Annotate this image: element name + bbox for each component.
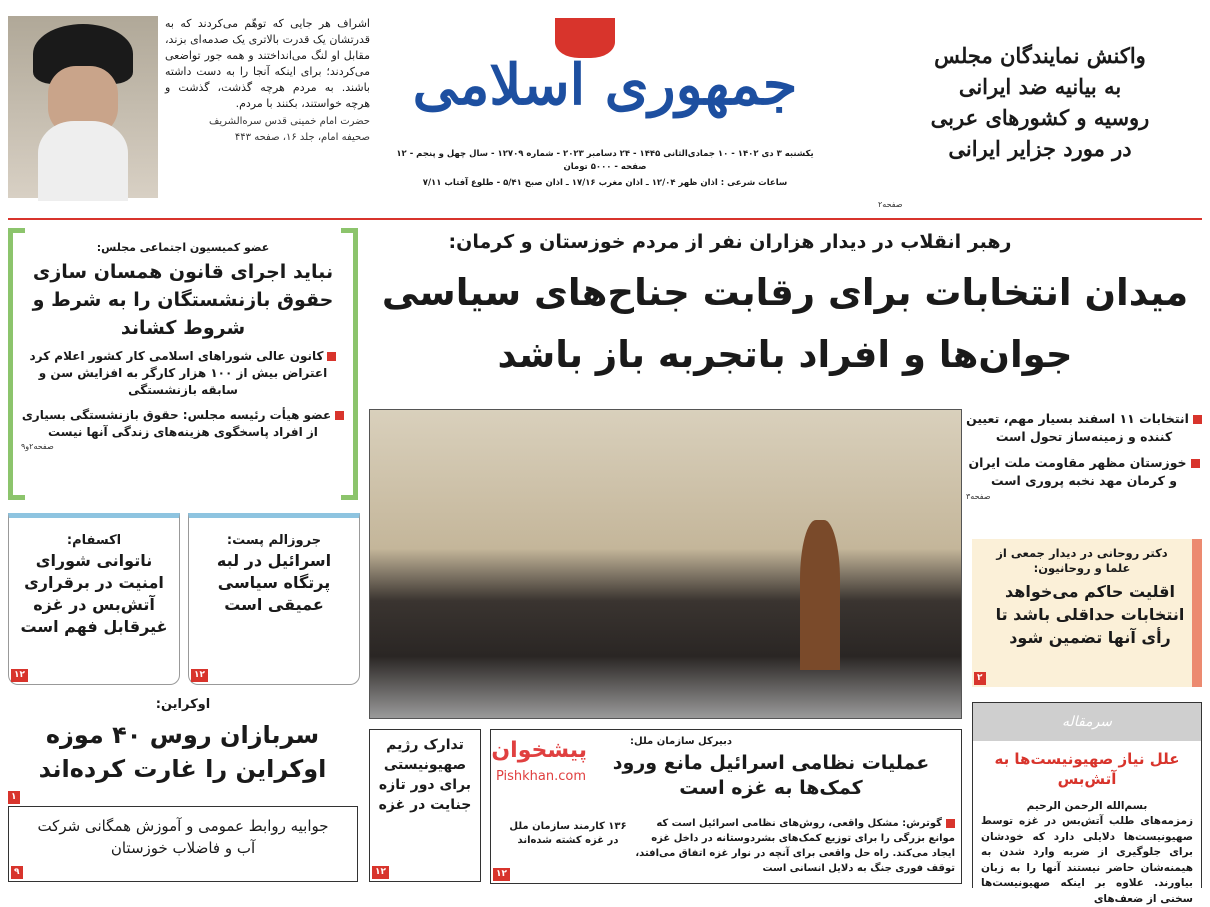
editorial-box bbox=[972, 702, 1202, 905]
lead-photo bbox=[369, 409, 962, 719]
quote-text: اشراف هر جایی که توهّم می‌کردند که به قدرتشان یک قدرت بالاتری یک صدمه‌ای بزند، مقابل او لنگ می‌انداختند و همه جور تواضعی می‌کردند؛ برای اینکه آنجا را به دست داشته باشند. به مردم هرچه گذشت، گذشت و هرچه خواستند، بکنند با مردم. bbox=[165, 17, 370, 110]
rouhani-headline: اقلیت حاکم می‌خواهد انتخابات حداقلی باشد تا رأی آنها تضمین شود bbox=[995, 582, 1185, 647]
editorial-banner: سرمقاله bbox=[973, 703, 1201, 741]
portrait-photo bbox=[8, 16, 158, 198]
logo-text: جمهوری اسلامی bbox=[412, 52, 798, 118]
jpost-headline: اسرائیل در لبه پرتگاه سیاسی عمیقی است bbox=[216, 551, 332, 614]
page-badge: ۱۲ bbox=[493, 868, 510, 881]
pension-headline: نباید اجرای قانون همسان سازی حقوق بازنشستگان را به شرط و شروط کشاند bbox=[32, 261, 334, 339]
reply-text: جوابیه روابط عمومی و آموزش همگانی شرکت آب و فاضلاب خوزستان bbox=[37, 817, 329, 857]
un-kicker: دبیرکل سازمان ملل: bbox=[630, 736, 732, 747]
editorial-body: زمزمه‌های طلب آتش‌بس در غزه توسط صهیونیست‌ها دلایلی دارد که خودشان برای جلوگیری از ضربه وارد شدن به هیمنه‌شان حاضر نیستند آنها را به زبان بیاورند. علاوه بر اینکه صهیونیست‌ها سخنی از ضعف‌های bbox=[981, 815, 1193, 905]
prayer-times: ساعات شرعی : اذان ظهر ۱۲/۰۴ ـ اذان مغرب ۱۷/۱۶ ـ اذان صبح ۵/۴۱ - طلوع آفتاب ۷/۱۱ bbox=[422, 178, 788, 188]
jpost-card bbox=[188, 513, 360, 685]
oxfam-kicker: اکسفام: bbox=[66, 533, 122, 548]
page-ref: صفحه۲و۹ bbox=[21, 442, 54, 451]
bullet-icon bbox=[1193, 415, 1202, 424]
masthead-info bbox=[392, 148, 818, 190]
masthead-logo bbox=[395, 10, 815, 145]
lead-bullets bbox=[966, 410, 1202, 502]
ukraine-headline: سربازان روس ۴۰ موزه اوکراین را غارت کرده‌اند bbox=[38, 721, 327, 783]
pension-bullet-1: کانون عالی شوراهای اسلامی کار کشور اعلام کرد اعتراض بیش از ۱۰۰ هزار کارگر به افزایش سن و سابقه بازنشستگی bbox=[21, 348, 345, 399]
quote-box bbox=[165, 16, 370, 146]
page-badge: ۱۲ bbox=[372, 866, 389, 879]
quote-ref: صحیفه امام، جلد ۱۶، صفحه ۴۴۳ bbox=[234, 132, 370, 143]
reply-box bbox=[8, 806, 358, 882]
lead-headline-1: میدان انتخابات برای رقابت جناح‌های سیاسی bbox=[381, 271, 1189, 314]
lead-bullet: خوزستان مظهر مقاومت ملت ایران و کرمان مهد نخبه پروری است bbox=[966, 454, 1202, 490]
un-side-note: ۱۳۶ کارمند سازمان ملل در غزه کشته شده‌اند bbox=[509, 821, 627, 846]
lead-headline bbox=[362, 262, 1208, 386]
page-badge: ۱ bbox=[8, 791, 20, 804]
page-ref: صفحه۲ bbox=[878, 200, 903, 209]
rouhani-kicker: دکتر روحانی در دیدار جمعی از علما و روحانیون: bbox=[996, 546, 1168, 575]
oxfam-headline: ناتوانی شورای امنیت در برقراری آتش‌بس در غزه غیرقابل فهم است bbox=[20, 551, 168, 636]
un-headline: عملیات نظامی اسرائیل مانع ورود کمک‌ها به غزه است bbox=[612, 752, 930, 799]
un-body: گوترش: مشکل واقعی، روش‌های نظامی اسرائیل است که موانع بزرگی را برای توزیع کمک‌های بشردوستانه در داخل غزه ایجاد می‌کند. راه حل واقعی برای آنچه در نوار غزه اتفاق می‌افتد، توقف فوری جنگ به دلایل انسانی است bbox=[635, 818, 955, 874]
pension-box bbox=[8, 228, 358, 500]
editorial-title: علل نیاز صهیونیست‌ها به آتش‌بس bbox=[994, 750, 1180, 788]
quote-source: حضرت امام خمینی قدس سره‌الشریف bbox=[209, 116, 370, 127]
zionist-box bbox=[369, 729, 481, 882]
pension-kicker: عضو کمیسیون اجتماعی مجلس: bbox=[96, 241, 270, 254]
page-badge: ۱۲ bbox=[11, 669, 28, 682]
zionist-text: تدارک رژیم صهیونیستی برای دور تازه جنایت در غزه bbox=[378, 737, 472, 813]
bullet-icon bbox=[327, 352, 336, 361]
jpost-kicker: جروزالم پست: bbox=[226, 533, 322, 548]
pension-bullet-2: عضو هیأت رئیسه مجلس: حقوق بازنشستگی بسیاری از افراد پاسخگوی هزینه‌های زندگی آنها نیست bbox=[21, 407, 345, 441]
page-badge: ۲ bbox=[974, 672, 986, 685]
bullet-icon bbox=[1191, 459, 1200, 468]
page-badge: ۹ bbox=[11, 866, 23, 879]
bullet-icon bbox=[946, 819, 955, 828]
divider bbox=[8, 218, 1202, 220]
lead-headline-2: جوان‌ها و افراد باتجربه باز باشد bbox=[497, 333, 1073, 376]
top-right-headline: واکنش نمایندگان مجلس به بیانیه ضد ایرانی روسیه و کشورهای عربی در مورد جزایر ایرانی bbox=[930, 43, 1150, 161]
page-ref: صفحه۳ bbox=[966, 492, 991, 501]
oxfam-card bbox=[8, 513, 180, 685]
rouhani-box bbox=[972, 539, 1202, 687]
bullet-icon bbox=[335, 411, 344, 420]
dateline: یکشنبه ۳ دی ۱۴۰۲ - ۱۰ جمادی‌الثانی ۱۴۴۵ - ۲۴ دسامبر ۲۰۲۳ - شماره ۱۲۷۰۹ - سال چهل و پنجم - ۱۲ صفحه - ۵۰۰۰ تومان bbox=[396, 149, 814, 172]
watermark: پیشخوان Pishkhan.com bbox=[491, 738, 587, 784]
un-box bbox=[490, 729, 962, 884]
editorial-opening: بسم‌الله الرحمن الرحیم bbox=[1026, 800, 1148, 812]
lead-kicker: رهبر انقلاب در دیدار هزاران نفر از مردم خوزستان و کرمان: bbox=[448, 231, 1012, 253]
page-badge: ۱۲ bbox=[191, 669, 208, 682]
ukraine-kicker: اوکراین: bbox=[155, 697, 211, 712]
lead-bullet: انتخابات ۱۱ اسفند بسیار مهم، تعیین کننده و زمینه‌ساز تحول است bbox=[966, 410, 1202, 446]
